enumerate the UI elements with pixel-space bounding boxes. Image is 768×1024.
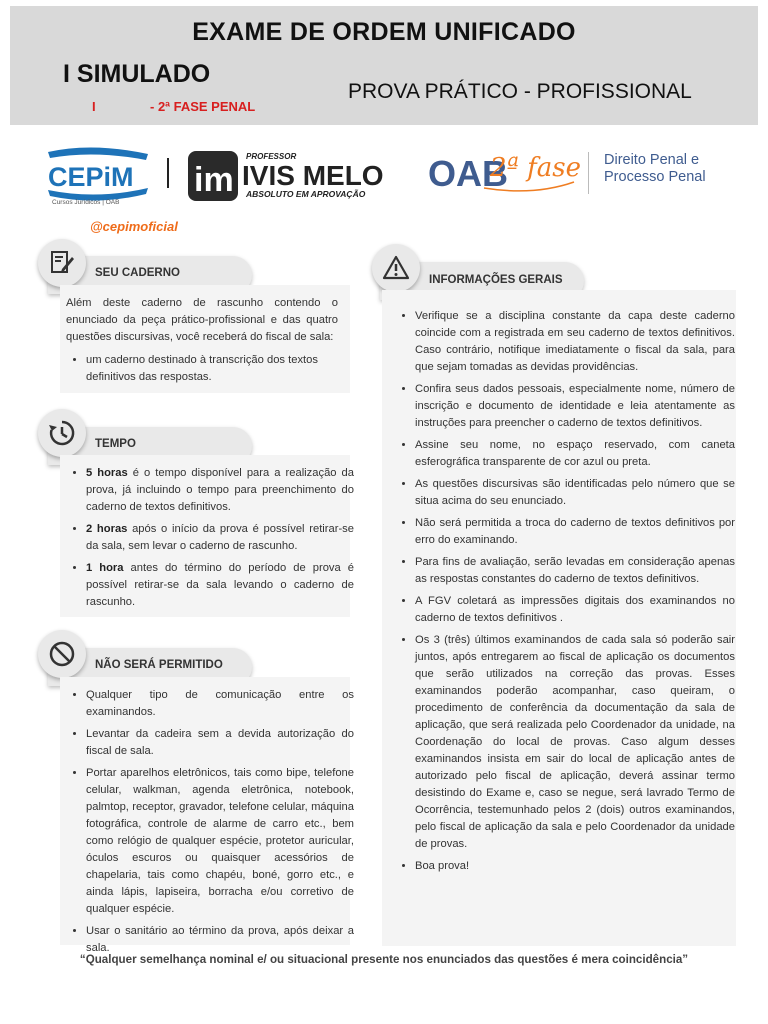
info-item: • Confira seus dados pessoais, especialmente nome, número de inscrição e documento de identidade e leia atentamente as instruções para preencher o caderno de textos definitivos. [415,381,735,432]
tempo-item: • 2 horas após o início da prova é possível retirar-se da sala, sem levar o caderno de rascunho. [86,521,354,555]
disclaimer-footer: “Qualquer semelhança nominal e/ ou situacional presente nos enunciados das questões é mera coincidência” [79,953,689,966]
ivis-professor: PROFESSOR [246,152,297,161]
section-caderno-icon [38,239,86,287]
svg-text:im: im [194,161,234,199]
section-tempo-icon [38,409,86,457]
clock-history-icon [48,419,76,447]
cepim-logo [42,146,152,206]
info-item: • Não será permitida a troca do caderno de textos definitivos por erro do examinando. [415,515,735,549]
ivis-name: IVIS MELO [242,160,384,191]
section-caderno-panel [60,285,350,393]
info-item: • A FGV coletará as impressões digitais dos examinandos no caderno de textos definitivos . [415,593,735,627]
caderno-intro: Além deste caderno de rascunho contendo o enunciado da peça prático-profissional e das quatro questões discursivas, você receberá do fiscal de sala: [66,297,338,343]
oab-subtitle [604,152,744,186]
ivis-subtitle: ABSOLUTO EM APROVAÇÃO [246,189,366,199]
section-tempo-title: TEMPO [95,438,136,450]
exam-title: EXAME DE ORDEM UNIFICADO [192,18,576,46]
prohibited-icon [48,640,76,668]
cepim-subtitle: Cursos Jurídicos | OAB [52,199,120,206]
info-item: • As questões discursivas são identificadas pelo número que se situa acima do seu enunciado. [415,476,735,510]
instagram-handle: @cepimoficial [90,219,178,234]
section-tempo-panel [60,455,354,617]
info-item: • Para fins de avaliação, serão levadas em consideração apenas as respostas constantes do caderno de textos definitivos. [415,554,735,588]
oab-text: OAB [428,153,508,194]
tempo-item: • 5 horas é o tempo disponível para a realização da prova, já incluindo o tempo para preenchimento do caderno de textos definitivos. [86,465,354,516]
info-item: • Verifique se a disciplina constante da capa deste caderno coincide com a registrada em seu caderno de textos definitivos. Caso contrário, notifique imediatamente o fiscal da sala, para que sejam tomadas as devidas providências. [415,308,735,376]
oab-subtitle-line2: Processo Penal [604,169,706,185]
caderno-item: • um caderno destinado à transcrição dos textos definitivos das respostas. [86,352,342,386]
tempo-item: • 1 hora antes do término do período de prova é possível retirar-se da sala levando o caderno de rascunho. [86,560,354,611]
section-proibido-icon [38,630,86,678]
info-item: • Os 3 (três) últimos examinandos de cada sala só poderão sair juntos, após entregarem ao fiscal de aplicação os documentos que serão utilizados na correção das provas. Esses examinandos poderão acompanhar, caso queiram, o procedimento de conferência da documentação da sala de aplicação, que será realizada pelo Coordenador da unidade, na Coordenação do local de provas. Caso algum desses examinandos insista em sair do local de aplicação antes de autorizado pelo fiscal de aplicação, deverá assinar termo desistindo do Exame e, caso se negue, será lavrado Termo de Ocorrência, testemunhado pelos 2 (dois) outros examinandos, pelo fiscal de aplicação da sala e pelo Coordenador da unidade de provas. [415,632,735,853]
info-item: • Boa prova! [415,858,735,875]
logo-separator [167,158,169,188]
oab-subtitle-line1: Direito Penal e [604,152,700,168]
fase-number: I [92,99,96,114]
simulado-title: I SIMULADO [63,60,211,88]
logo-divider [588,152,589,194]
ivis-melo-logo [186,145,386,205]
info-item: • Assine seu nome, no espaço reservado, com caneta esferográfica transparente de cor azul ou preta. [415,437,735,471]
proibido-item: • Usar o sanitário ao término da prova, após deixar a sala. [86,923,354,957]
edit-note-icon [48,249,76,277]
header-banner [10,6,758,125]
proibido-item: • Portar aparelhos eletrônicos, tais como bipe, telefone celular, walkman, agenda eletrônica, notebook, palmtop, receptor, gravador, telefone celular, máquina fotográfica, controle de alarme de carro etc., bem como relógio de qualquer espécie, protetor auricular, óculos escuros ou quaisquer acessórios de chapelaria, tais como chapéu, boné, gorro etc., e ainda lápis, lapiseira, borracha e/ou corretivo de qualquer espécie. [86,765,354,918]
fase-label: - 2ª FASE PENAL [150,99,256,114]
oab-fase-text: 2ª fase [490,153,582,183]
section-proibido-panel [60,677,354,954]
section-info-icon [372,244,420,292]
section-caderno-title: SEU CADERNO [95,267,180,279]
section-proibido-title: NÃO SERÁ PERMITIDO [95,659,223,671]
warning-icon [382,254,410,282]
oab-2fase-logo [424,142,594,204]
section-info-panel [382,290,736,946]
section-info-title: INFORMAÇÕES GERAIS [429,274,563,286]
proibido-item: • Levantar da cadeira sem a devida autorização do fiscal de sala. [86,726,354,760]
proibido-item: • Qualquer tipo de comunicação entre os examinandos. [86,687,354,721]
cepim-name: CEPiM [48,162,134,192]
prova-title: PROVA PRÁTICO - PROFISSIONAL [348,80,692,103]
